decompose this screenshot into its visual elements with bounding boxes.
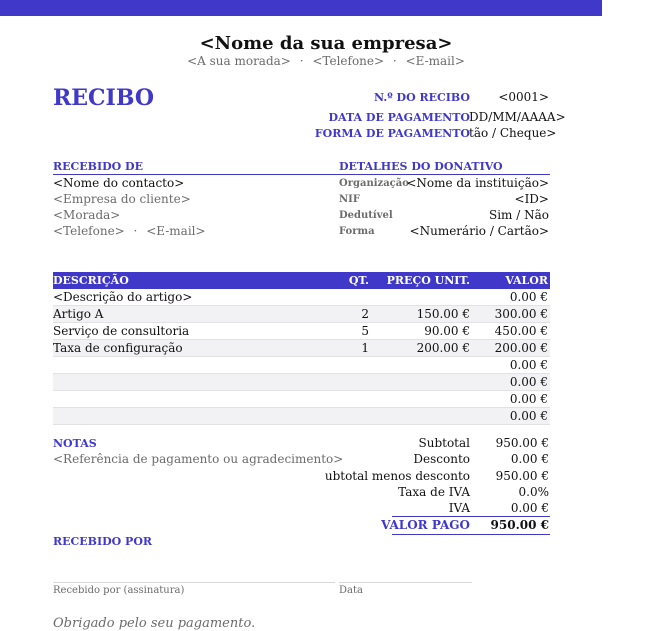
contact-name: <Nome do contacto> (53, 176, 185, 190)
client-email: <E-mail> (146, 224, 206, 238)
col-unit-price-header: PREÇO UNIT. (386, 274, 470, 287)
cell-value: 200.00 € (494, 341, 548, 355)
table-row (53, 306, 550, 323)
client-company: <Empresa do cliente> (53, 192, 191, 206)
cell-qty: 1 (361, 341, 369, 355)
discount-value: 0.00 € (510, 452, 549, 466)
vat-rate-label: Taxa de IVA (398, 485, 470, 499)
table-body (53, 289, 550, 425)
donation-heading: DETALHES DO DONATIVO (339, 160, 503, 173)
subtotal-value: 950.00 € (495, 436, 549, 450)
donation-org-label: Organização (339, 178, 409, 189)
table-row (53, 289, 550, 306)
col-qty-header: QT. (348, 274, 369, 287)
separator: · (299, 54, 304, 68)
table-row (53, 374, 550, 391)
separator: · (133, 224, 138, 238)
cell-value: 0.00 € (509, 358, 548, 372)
cell-description: <Descrição do artigo> (53, 290, 193, 304)
subtotal-label: Subtotal (418, 436, 470, 450)
signature-line (53, 582, 335, 583)
table-row (53, 340, 550, 357)
company-email: <E-mail> (405, 54, 465, 68)
payment-date-value: DD/MM/AAAA> (469, 110, 566, 124)
discount-label: Desconto (413, 452, 470, 466)
donation-deductible-value: Sim / Não (489, 208, 549, 222)
total-paid-label: VALOR PAGO (381, 518, 470, 532)
table-row (53, 323, 550, 340)
payment-date-label: DATA DE PAGAMENTO (328, 111, 470, 124)
cell-value: 0.00 € (509, 409, 548, 423)
cell-unit-price: 90.00 € (424, 324, 470, 338)
cell-unit-price: 200.00 € (416, 341, 470, 355)
cell-qty: 2 (361, 307, 369, 321)
donation-form-label: Forma (339, 226, 375, 237)
section-rule (53, 174, 337, 175)
signature-label: Recebido por (assinatura) (53, 585, 185, 596)
company-contact-line (0, 54, 652, 68)
total-rule-bottom (392, 534, 550, 535)
date-label: Data (339, 585, 363, 596)
receipt-number-value: <0001> (498, 90, 549, 104)
cell-qty: 5 (361, 324, 369, 338)
document-title: RECIBO (53, 85, 155, 111)
subtotal-less-discount-label: ubtotal menos desconto (324, 469, 470, 483)
vat-value: 0.00 € (510, 501, 549, 515)
total-rule-top (392, 516, 550, 517)
table-header (53, 272, 550, 289)
donation-deductible-label: Dedutível (339, 210, 393, 221)
receipt-number-label: N.º DO RECIBO (374, 91, 470, 104)
cell-value: 0.00 € (509, 375, 548, 389)
cell-value: 450.00 € (494, 324, 548, 338)
received-by-heading: RECEBIDO POR (53, 535, 153, 548)
received-from-heading: RECEBIDO DE (53, 160, 143, 173)
table-row (53, 408, 550, 425)
col-description-header: DESCRIÇÃO (53, 274, 129, 287)
items-table (53, 272, 550, 425)
section-rule (337, 174, 550, 175)
client-address: <Morada> (53, 208, 121, 222)
vat-label: IVA (448, 501, 470, 515)
thank-you-message: Obrigado pelo seu pagamento. (53, 616, 256, 631)
company-phone: <Telefone> (312, 54, 385, 68)
table-row (53, 391, 550, 408)
cell-description: Artigo A (53, 307, 104, 321)
cell-value: 0.00 € (509, 392, 548, 406)
top-accent-bar (0, 0, 602, 16)
payment-method-value: tão / Cheque> (469, 126, 557, 140)
col-value-header: VALOR (505, 274, 548, 287)
date-line (339, 582, 472, 583)
cell-description: Serviço de consultoria (53, 324, 190, 338)
cell-unit-price: 150.00 € (416, 307, 470, 321)
payment-method-label: FORMA DE PAGAMENTO (314, 127, 470, 140)
separator: · (392, 54, 397, 68)
company-name: <Nome da sua empresa> (199, 33, 453, 54)
client-phone-email (53, 224, 206, 238)
company-address: <A sua morada> (187, 54, 291, 68)
total-paid-value: 950.00 € (490, 518, 549, 532)
notes-text: <Referência de pagamento ou agradecimento> (53, 452, 344, 466)
subtotal-less-discount-value: 950.00 € (495, 469, 549, 483)
table-row (53, 357, 550, 374)
donation-org-value: <Nome da instituição> (406, 176, 549, 190)
notes-heading: NOTAS (53, 437, 97, 450)
cell-value: 0.00 € (509, 290, 548, 304)
cell-value: 300.00 € (494, 307, 548, 321)
client-phone: <Telefone> (53, 224, 125, 238)
vat-rate-value: 0.0% (518, 485, 549, 499)
donation-form-value: <Numerário / Cartão> (409, 224, 549, 238)
donation-nif-value: <ID> (514, 192, 549, 206)
donation-nif-label: NIF (339, 194, 360, 205)
cell-description: Taxa de configuração (53, 341, 183, 355)
